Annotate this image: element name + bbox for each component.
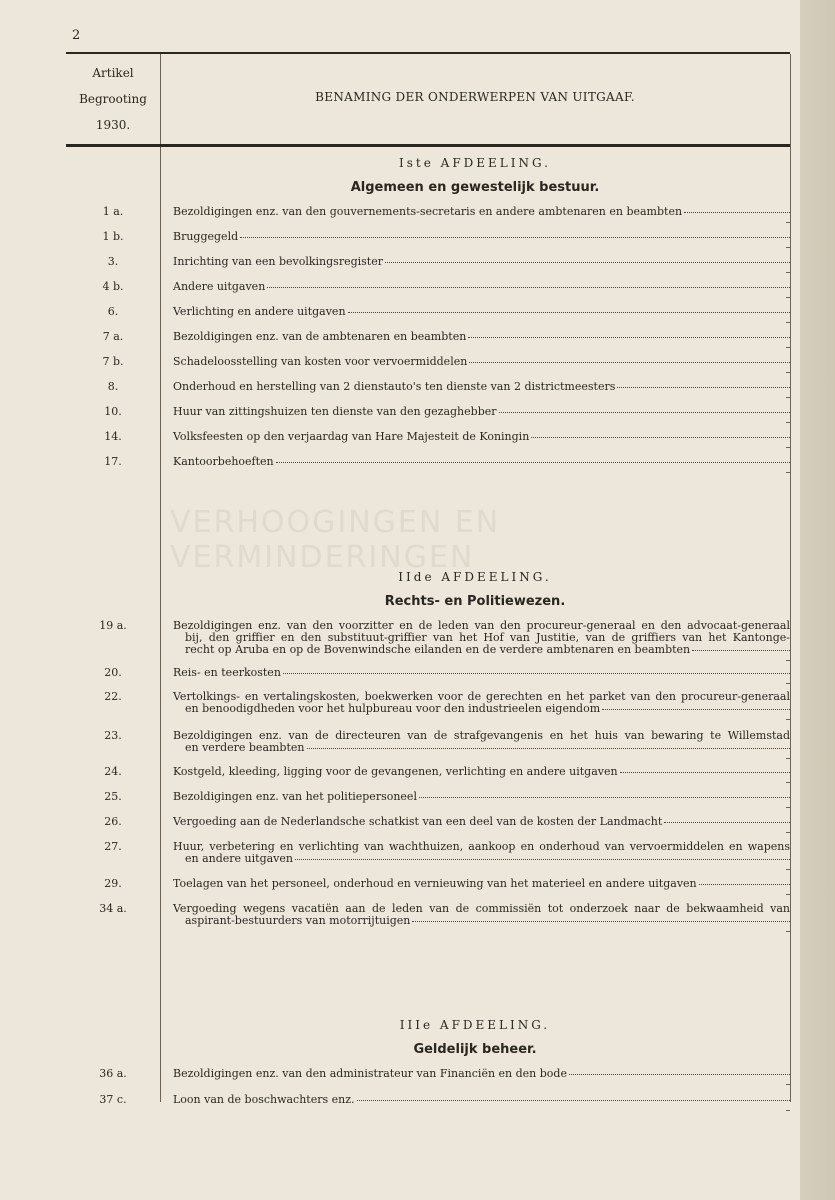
dot-leader	[531, 436, 790, 438]
row-end-mark	[786, 660, 790, 661]
table-row	[173, 1068, 790, 1080]
description-line	[173, 703, 790, 715]
article-number: 20.	[104, 666, 122, 679]
column-header-title: BENAMING DER ONDERWERPEN VAN UITGAAF.	[315, 90, 635, 104]
dot-leader	[276, 461, 790, 463]
description-line	[173, 766, 790, 778]
description-text: Kostgeld, kleeding, ligging voor de gevangenen, verlichting en andere uitgaven	[173, 765, 618, 778]
article-number: 8.	[107, 380, 119, 393]
dot-leader	[569, 1073, 790, 1075]
table-row	[173, 231, 790, 243]
table-row	[173, 1094, 790, 1106]
article-number: 4 b.	[102, 280, 124, 293]
dot-leader	[348, 311, 790, 313]
table-row	[173, 281, 790, 293]
page-number: 2	[72, 28, 81, 43]
description-text: Toelagen van het personeel, onderhoud en vernieuwing van het materieel en andere uitgaven	[173, 877, 697, 890]
row-end-mark	[786, 472, 790, 473]
table-row	[173, 381, 790, 393]
table-row	[173, 816, 790, 828]
description-text: Bezoldigingen enz. van den voorzitter en de leden van den procureur-generaal en den advocaat-generaal	[173, 619, 790, 632]
table-row	[173, 406, 790, 418]
description-text: Vergoeding aan de Nederlandsche schatkist van een deel van de kosten der Landmacht	[173, 815, 663, 828]
row-end-mark	[786, 422, 790, 423]
description-text: Kantoorbehoeften	[173, 455, 274, 468]
description-text: Verlichting en andere uitgaven	[173, 305, 346, 318]
description-text: aspirant-bestuurders van motorrijtuigen	[185, 914, 411, 927]
description-line	[173, 331, 790, 343]
afdeeling-heading: IIde AFDEELING.	[398, 570, 552, 584]
row-end-mark	[786, 782, 790, 783]
description-text: Huur, verbetering en verlichting van wachthuizen, aankoop en onderhoud van vervoermiddelen en wapens	[173, 840, 790, 853]
afdeeling-heading: Iste AFDEELING.	[399, 156, 551, 170]
table-row	[173, 878, 790, 890]
description-line	[173, 206, 790, 218]
description-text: Bezoldigingen enz. van de ambtenaren en beambten	[173, 330, 467, 343]
description-line	[173, 256, 790, 268]
description-line	[173, 431, 790, 443]
row-end-mark	[786, 832, 790, 833]
dot-leader	[385, 261, 790, 263]
article-number: 6.	[107, 305, 119, 318]
row-end-mark	[786, 869, 790, 870]
article-number: 29.	[104, 877, 122, 890]
table-row	[173, 456, 790, 468]
description-line	[173, 878, 790, 890]
dot-leader	[419, 796, 790, 798]
dot-leader	[412, 920, 790, 922]
table-row	[173, 620, 790, 656]
afdeeling-heading: IIIe AFDEELING.	[399, 1018, 551, 1032]
description-line	[173, 306, 790, 318]
header-artikel: Artikel	[92, 66, 134, 80]
section-title: Algemeen en gewestelijk bestuur.	[350, 180, 600, 195]
article-number: 19 a.	[99, 619, 127, 632]
table-row	[173, 431, 790, 443]
description-line	[173, 816, 790, 828]
description-text: Bezoldigingen enz. van de directeuren van de strafgevangenis en het huis van bewaring te Willemstad	[173, 729, 790, 742]
table-row	[173, 730, 790, 754]
description-text: en andere uitgaven	[185, 852, 293, 865]
description-text: Loon van de boschwachters enz.	[173, 1093, 355, 1106]
page-edge	[800, 0, 835, 1200]
dot-leader	[620, 771, 790, 773]
row-end-mark	[786, 931, 790, 932]
description-text: Inrichting van een bevolkingsregister	[173, 255, 383, 268]
article-number: 22.	[104, 690, 122, 703]
article-number: 3.	[107, 255, 119, 268]
description-line	[173, 281, 790, 293]
row-end-mark	[786, 807, 790, 808]
description-line	[173, 456, 790, 468]
description-text: recht op Aruba en op de Bovenwindsche eilanden en de verdere ambtenaren en beambten	[185, 643, 691, 656]
article-number: 26.	[104, 815, 122, 828]
row-end-mark	[786, 447, 790, 448]
row-end-mark	[786, 347, 790, 348]
description-text: Bezoldigingen enz. van den gouvernements-secretaris en andere ambtenaren en beambten	[173, 205, 683, 218]
article-number: 37 c.	[99, 1093, 127, 1106]
table-row	[173, 766, 790, 778]
dot-leader	[692, 649, 790, 651]
table-row	[173, 841, 790, 865]
table-row	[173, 306, 790, 318]
description-line	[173, 853, 790, 865]
description-text: Andere uitgaven	[173, 280, 266, 293]
section-title: Rechts- en Politiewezen.	[384, 594, 566, 609]
header-begrooting: Begrooting	[79, 92, 147, 106]
table-row	[173, 256, 790, 268]
article-number: 1 b.	[102, 230, 124, 243]
article-number: 7 b.	[102, 355, 124, 368]
description-line	[173, 406, 790, 418]
row-end-mark	[786, 372, 790, 373]
description-text: Reis- en teerkosten	[173, 666, 281, 679]
article-number: 10.	[104, 405, 122, 418]
dot-leader	[240, 236, 790, 238]
description-text: Onderhoud en herstelling van 2 dienstauto's ten dienste van 2 districtmeesters	[173, 380, 616, 393]
article-number: 14.	[104, 430, 122, 443]
row-end-mark	[786, 894, 790, 895]
article-number: 34 a.	[99, 902, 127, 915]
watermark-text: VERHOOGINGEN EN VERMINDERINGEN	[170, 505, 501, 575]
article-number: 36 a.	[99, 1067, 127, 1080]
article-number: 27.	[104, 840, 122, 853]
description-line	[173, 1094, 790, 1106]
description-text: Vergoeding wegens vacatiën aan de leden van de commissiën tot onderzoek naar de bekwaamheid van	[173, 902, 790, 915]
description-text: Bezoldigingen enz. van het politiepersoneel	[173, 790, 417, 803]
article-number: 17.	[104, 455, 122, 468]
description-line	[173, 915, 790, 927]
row-end-mark	[786, 397, 790, 398]
article-number: 25.	[104, 790, 122, 803]
top-rule	[66, 52, 790, 54]
row-end-mark	[786, 272, 790, 273]
article-number: 7 a.	[102, 330, 124, 343]
row-end-mark	[786, 297, 790, 298]
article-number: 24.	[104, 765, 122, 778]
table-row	[173, 903, 790, 927]
description-line	[173, 742, 790, 754]
description-text: bij, den griffier en den substituut-griffier van het Hof van Justitie, van de griffiers van het Kantonge-	[185, 631, 790, 644]
description-line	[173, 644, 790, 656]
right-border	[790, 54, 791, 1102]
article-number: 1 a.	[102, 205, 124, 218]
dot-leader	[267, 286, 790, 288]
description-line	[173, 356, 790, 368]
table-row	[173, 791, 790, 803]
section-title: Geldelijk beheer.	[413, 1042, 537, 1057]
dot-leader	[499, 411, 790, 413]
column-header-article	[66, 60, 160, 138]
description-text: Bruggegeld	[173, 230, 239, 243]
dot-leader	[664, 821, 790, 823]
description-text: Huur van zittingshuizen ten dienste van den gezaghebber	[173, 405, 497, 418]
row-end-mark	[786, 719, 790, 720]
dot-leader	[684, 211, 790, 213]
description-text: Volksfeesten op den verjaardag van Hare Majesteit de Koningin	[173, 430, 530, 443]
table-row	[173, 667, 790, 679]
description-line	[173, 1068, 790, 1080]
description-line	[173, 381, 790, 393]
dot-leader	[468, 336, 790, 338]
dot-leader	[617, 386, 790, 388]
dot-leader	[602, 708, 790, 710]
table-row	[173, 356, 790, 368]
header-bottom-rule	[66, 144, 790, 147]
description-text: en verdere beambten	[185, 741, 305, 754]
row-end-mark	[786, 1084, 790, 1085]
description-line	[173, 231, 790, 243]
table-row	[173, 331, 790, 343]
row-end-mark	[786, 322, 790, 323]
description-text: Bezoldigingen enz. van den administrateur van Financiën en den bode	[173, 1067, 567, 1080]
article-number: 23.	[104, 729, 122, 742]
dot-leader	[469, 361, 790, 363]
row-end-mark	[786, 247, 790, 248]
row-end-mark	[786, 1110, 790, 1111]
table-row	[173, 206, 790, 218]
dot-leader	[283, 672, 790, 674]
description-text: en benoodigdheden voor het hulpbureau voor den industrieelen eigendom	[185, 702, 601, 715]
row-end-mark	[786, 758, 790, 759]
description-text: Vertolkings- en vertalingskosten, boekwerken voor de gerechten en het parket van den procureur-generaal	[173, 690, 790, 703]
dot-leader	[699, 883, 790, 885]
dot-leader	[307, 747, 791, 749]
description-line	[173, 667, 790, 679]
description-text: Schadeloosstelling van kosten voor vervoermiddelen	[173, 355, 468, 368]
dot-leader	[295, 858, 790, 860]
row-end-mark	[786, 222, 790, 223]
table-row	[173, 691, 790, 715]
row-end-mark	[786, 683, 790, 684]
header-year: 1930.	[95, 118, 131, 132]
dot-leader	[357, 1099, 790, 1101]
description-line	[173, 791, 790, 803]
